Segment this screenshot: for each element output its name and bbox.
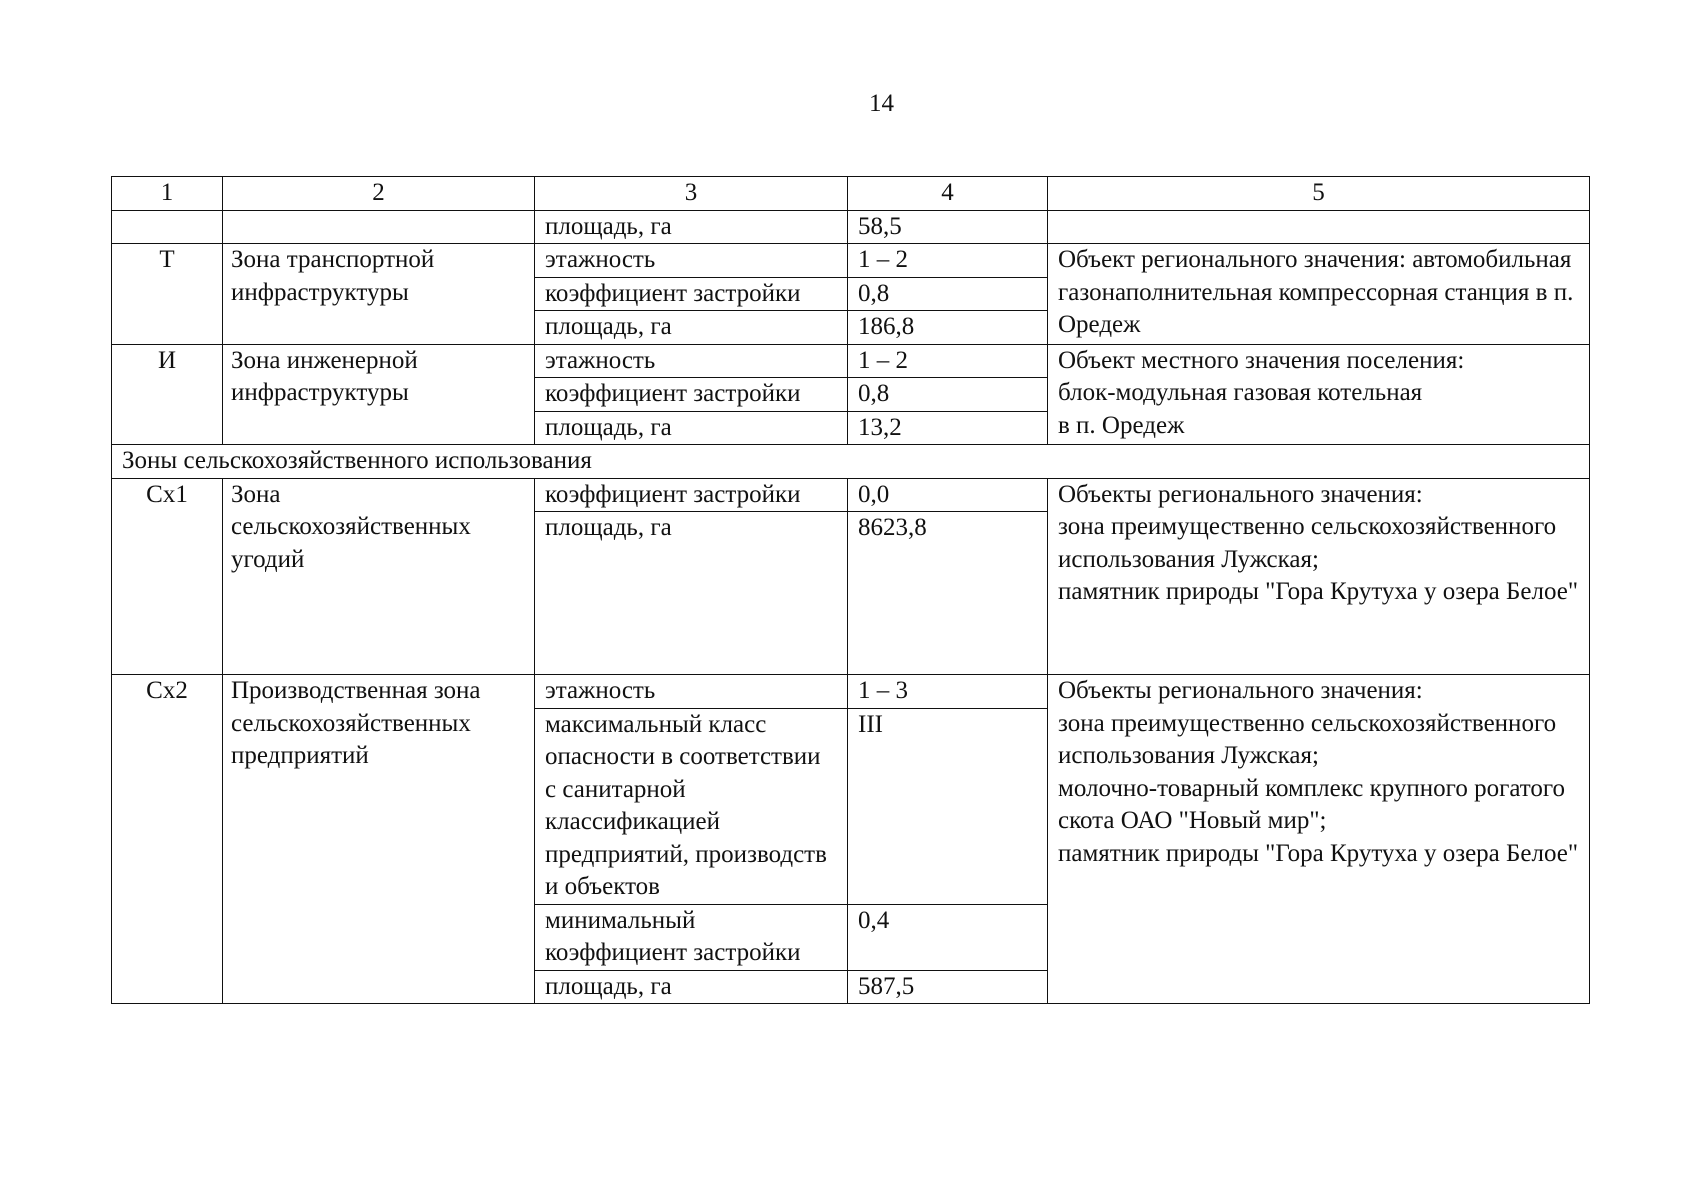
header-cell: 3 — [535, 177, 848, 211]
header-cell: 5 — [1048, 177, 1590, 211]
section-row — [112, 445, 1590, 479]
param-label: минимальный коэффициент застройки — [535, 904, 848, 970]
param-label: коэффициент застройки — [535, 478, 848, 512]
objects-line: памятник природы "Гора Крутуха у озера Белое" — [1058, 578, 1579, 605]
table-row — [112, 478, 1590, 512]
zone-name: Зона инженерной инфраструктуры — [223, 344, 535, 445]
zone-code-cell — [112, 210, 223, 244]
param-label: коэффициент застройки — [535, 277, 848, 311]
zone-code: Сх2 — [112, 675, 223, 1004]
zone-code: Сх1 — [112, 478, 223, 675]
param-value: 58,5 — [848, 210, 1048, 244]
header-row — [112, 177, 1590, 211]
objects-line: молочно-товарный комплекс крупного рогатого скота ОАО "Новый мир"; — [1058, 774, 1565, 834]
header-cell: 2 — [223, 177, 535, 211]
param-value: 0,0 — [848, 478, 1048, 512]
objects-line: Объект местного значения поселения: — [1058, 346, 1465, 374]
zone-objects: Объект регионального значения: автомобильная газонаполнительная компрессорная станция в п. Оредеж — [1048, 244, 1590, 345]
zone-objects — [1048, 675, 1590, 1004]
section-title: Зоны сельскохозяйственного использования — [112, 445, 1590, 479]
param-label: этажность — [535, 675, 848, 709]
table-row — [112, 210, 1590, 244]
param-label: площадь, га — [535, 210, 848, 244]
objects-cell — [1048, 210, 1590, 244]
param-label: площадь, га — [535, 512, 848, 675]
header-cell: 4 — [848, 177, 1048, 211]
param-value: 1 – 2 — [848, 244, 1048, 278]
header-cell: 1 — [112, 177, 223, 211]
zone-name-cell — [223, 210, 535, 244]
zone-name: Производственная зона сельскохозяйственных предприятий — [223, 675, 535, 1004]
table-row — [112, 344, 1590, 378]
objects-line: зона преимущественно сельскохозяйственного использования Лужская; — [1058, 709, 1557, 769]
objects-line: памятник природы "Гора Крутуха у озера Белое" — [1058, 839, 1579, 867]
param-value: 1 – 2 — [848, 344, 1048, 378]
zone-objects — [1048, 344, 1590, 445]
objects-line: зона преимущественно сельскохозяйственного использования Лужская; — [1058, 513, 1557, 573]
param-label: коэффициент застройки — [535, 378, 848, 412]
param-value: 13,2 — [848, 411, 1048, 445]
param-value: 587,5 — [848, 970, 1048, 1004]
param-value: 0,8 — [848, 277, 1048, 311]
param-label: площадь, га — [535, 970, 848, 1004]
zone-code: И — [112, 344, 223, 445]
objects-line: блок-модульная газовая котельная — [1058, 379, 1423, 406]
param-label: этажность — [535, 244, 848, 278]
table-row — [112, 244, 1590, 278]
param-value: 0,8 — [848, 378, 1048, 412]
param-value: 8623,8 — [848, 512, 1048, 675]
param-label: максимальный класс опасности в соответствии с санитарной классификацией предприятий, производств и объектов — [535, 708, 848, 904]
zone-name: Зона сельскохозяйственных угодий — [223, 478, 535, 675]
zone-objects — [1048, 478, 1590, 675]
page-number: 14 — [869, 90, 894, 117]
objects-line: Объекты регионального значения: — [1058, 480, 1423, 508]
objects-line: в п. Оредеж — [1058, 411, 1185, 439]
param-value: III — [848, 708, 1048, 904]
param-label: площадь, га — [535, 311, 848, 345]
param-label: площадь, га — [535, 411, 848, 445]
zone-code: Т — [112, 244, 223, 345]
zones-table — [111, 176, 1590, 1004]
param-value: 1 – 3 — [848, 675, 1048, 709]
param-value: 0,4 — [848, 904, 1048, 970]
param-value: 186,8 — [848, 311, 1048, 345]
table-row — [112, 675, 1590, 709]
objects-line: Объекты регионального значения: — [1058, 677, 1423, 704]
param-label: этажность — [535, 344, 848, 378]
zone-name: Зона транспортной инфраструктуры — [223, 244, 535, 345]
